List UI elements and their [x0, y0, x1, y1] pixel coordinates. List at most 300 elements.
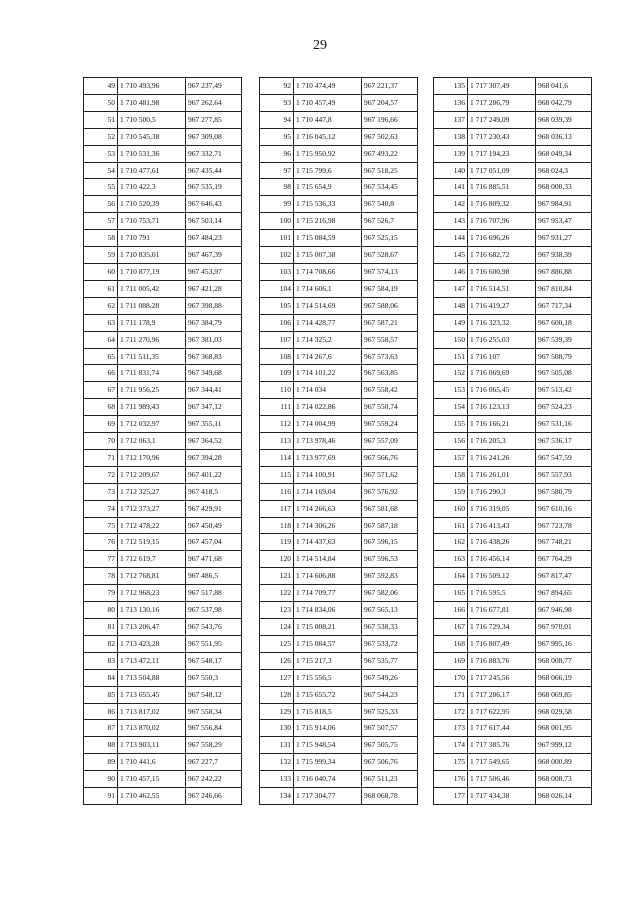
table-row	[84, 737, 242, 754]
x-coordinate-cell: 1 717 249,09	[468, 111, 536, 128]
point-number-cell: 171	[434, 686, 468, 703]
x-coordinate-cell: 1 710 545,38	[118, 128, 186, 145]
coordinates-table-1	[83, 77, 242, 805]
y-coordinate-cell: 967 544,23	[362, 686, 418, 703]
table-row	[260, 280, 418, 297]
y-coordinate-cell: 967 573,63	[362, 348, 418, 365]
table-row	[84, 720, 242, 737]
y-coordinate-cell: 967 748,21	[536, 534, 592, 551]
x-coordinate-cell: 1 717 304,77	[294, 788, 362, 805]
table-row	[84, 263, 242, 280]
y-coordinate-cell: 968 036,13	[536, 128, 592, 145]
x-coordinate-cell: 1 714 267,6	[294, 348, 362, 365]
table-row	[260, 788, 418, 805]
y-coordinate-cell: 967 539,39	[536, 331, 592, 348]
y-coordinate-cell: 967 587,21	[362, 314, 418, 331]
y-coordinate-cell: 967 563,85	[362, 365, 418, 382]
x-coordinate-cell: 1 717 307,49	[468, 78, 536, 95]
y-coordinate-cell: 968 069,85	[536, 686, 592, 703]
x-coordinate-cell: 1 710 531,36	[118, 145, 186, 162]
y-coordinate-cell: 967 894,65	[536, 585, 592, 602]
point-number-cell: 62	[84, 297, 118, 314]
table-row	[84, 551, 242, 568]
y-coordinate-cell: 967 946,98	[536, 602, 592, 619]
point-number-cell: 165	[434, 585, 468, 602]
table-row	[434, 128, 592, 145]
point-number-cell: 145	[434, 247, 468, 264]
point-number-cell: 50	[84, 94, 118, 111]
x-coordinate-cell: 1 710 481,98	[118, 94, 186, 111]
point-number-cell: 117	[260, 500, 294, 517]
x-coordinate-cell: 1 710 457,49	[294, 94, 362, 111]
table-row	[260, 365, 418, 382]
table-row	[260, 263, 418, 280]
y-coordinate-cell: 967 584,19	[362, 280, 418, 297]
table-row	[434, 720, 592, 737]
table-row	[260, 585, 418, 602]
y-coordinate-cell: 968 066,19	[536, 669, 592, 686]
table-row	[260, 551, 418, 568]
table-row	[260, 111, 418, 128]
x-coordinate-cell: 1 716 065,45	[468, 382, 536, 399]
point-number-cell: 177	[434, 788, 468, 805]
table-row	[84, 619, 242, 636]
table-row	[260, 466, 418, 483]
point-number-cell: 142	[434, 196, 468, 213]
table-row	[260, 517, 418, 534]
point-number-cell: 174	[434, 737, 468, 754]
point-number-cell: 125	[260, 635, 294, 652]
y-coordinate-cell: 967 525,33	[362, 703, 418, 720]
table-row	[434, 483, 592, 500]
x-coordinate-cell: 1 715 084,59	[294, 230, 362, 247]
y-coordinate-cell: 967 810,84	[536, 280, 592, 297]
y-coordinate-cell: 967 557,93	[536, 466, 592, 483]
table-row	[260, 145, 418, 162]
y-coordinate-cell: 967 548,17	[186, 652, 242, 669]
x-coordinate-cell: 1 716 040,74	[294, 771, 362, 788]
point-number-cell: 80	[84, 602, 118, 619]
table-row	[434, 686, 592, 703]
y-coordinate-cell: 967 457,04	[186, 534, 242, 551]
table-row	[260, 196, 418, 213]
table-row	[84, 297, 242, 314]
table-row	[434, 788, 592, 805]
point-number-cell: 87	[84, 720, 118, 737]
y-coordinate-cell: 967 526,7	[362, 213, 418, 230]
y-coordinate-cell: 967 435,44	[186, 162, 242, 179]
x-coordinate-cell: 1 717 230,43	[468, 128, 536, 145]
table-row	[434, 551, 592, 568]
point-number-cell: 60	[84, 263, 118, 280]
point-number-cell: 70	[84, 433, 118, 450]
table-row	[84, 280, 242, 297]
y-coordinate-cell: 967 558,42	[362, 382, 418, 399]
point-number-cell: 78	[84, 568, 118, 585]
x-coordinate-cell: 1 710 877,19	[118, 263, 186, 280]
y-coordinate-cell: 967 557,09	[362, 433, 418, 450]
point-number-cell: 176	[434, 771, 468, 788]
x-coordinate-cell: 1 712 768,81	[118, 568, 186, 585]
table-row	[84, 111, 242, 128]
table-row	[260, 669, 418, 686]
point-number-cell: 95	[260, 128, 294, 145]
table-row	[260, 128, 418, 145]
table-row	[260, 771, 418, 788]
point-number-cell: 137	[434, 111, 468, 128]
point-number-cell: 119	[260, 534, 294, 551]
y-coordinate-cell: 967 347,12	[186, 399, 242, 416]
point-number-cell: 65	[84, 348, 118, 365]
y-coordinate-cell: 967 394,28	[186, 449, 242, 466]
y-coordinate-cell: 967 596,15	[362, 534, 418, 551]
table-row	[84, 703, 242, 720]
table-row	[434, 619, 592, 636]
x-coordinate-cell: 1 715 084,57	[294, 635, 362, 652]
point-number-cell: 101	[260, 230, 294, 247]
table-row	[84, 196, 242, 213]
point-number-cell: 51	[84, 111, 118, 128]
y-coordinate-cell: 967 540,8	[362, 196, 418, 213]
point-number-cell: 82	[84, 635, 118, 652]
y-coordinate-cell: 967 764,29	[536, 551, 592, 568]
table-row	[84, 382, 242, 399]
y-coordinate-cell: 967 581,68	[362, 500, 418, 517]
y-coordinate-cell: 968 000,89	[536, 754, 592, 771]
x-coordinate-cell: 1 712 519,15	[118, 534, 186, 551]
coordinates-table-2	[259, 77, 418, 805]
table-row	[84, 771, 242, 788]
point-number-cell: 114	[260, 449, 294, 466]
point-number-cell: 132	[260, 754, 294, 771]
x-coordinate-cell: 1 716 069,69	[468, 365, 536, 382]
page-number: 29	[313, 38, 327, 53]
x-coordinate-cell: 1 715 818,5	[294, 703, 362, 720]
point-number-cell: 112	[260, 416, 294, 433]
point-number-cell: 75	[84, 517, 118, 534]
point-number-cell: 175	[434, 754, 468, 771]
table-row	[434, 517, 592, 534]
table-row	[434, 111, 592, 128]
table-row	[84, 517, 242, 534]
point-number-cell: 76	[84, 534, 118, 551]
y-coordinate-cell: 967 931,27	[536, 230, 592, 247]
point-number-cell: 89	[84, 754, 118, 771]
point-number-cell: 85	[84, 686, 118, 703]
table-row	[434, 754, 592, 771]
x-coordinate-cell: 1 715 536,33	[294, 196, 362, 213]
x-coordinate-cell: 1 714 100,91	[294, 466, 362, 483]
y-coordinate-cell: 968 024,3	[536, 162, 592, 179]
point-number-cell: 150	[434, 331, 468, 348]
table-row	[84, 635, 242, 652]
x-coordinate-cell: 1 715 655,72	[294, 686, 362, 703]
x-coordinate-cell: 1 716 438,26	[468, 534, 536, 551]
point-number-cell: 104	[260, 280, 294, 297]
y-coordinate-cell: 967 543,76	[186, 619, 242, 636]
table-row	[434, 602, 592, 619]
y-coordinate-cell: 967 384,79	[186, 314, 242, 331]
table-row	[434, 585, 592, 602]
point-number-cell: 59	[84, 247, 118, 264]
x-coordinate-cell: 1 715 999,34	[294, 754, 362, 771]
x-coordinate-cell: 1 716 045,12	[294, 128, 362, 145]
point-number-cell: 86	[84, 703, 118, 720]
point-number-cell: 158	[434, 466, 468, 483]
y-coordinate-cell: 967 309,08	[186, 128, 242, 145]
table-row	[434, 500, 592, 517]
point-number-cell: 64	[84, 331, 118, 348]
y-coordinate-cell: 967 610,16	[536, 500, 592, 517]
point-number-cell: 71	[84, 449, 118, 466]
x-coordinate-cell: 1 717 506,46	[468, 771, 536, 788]
table-row	[260, 179, 418, 196]
point-number-cell: 157	[434, 449, 468, 466]
y-coordinate-cell: 968 068,78	[362, 788, 418, 805]
y-coordinate-cell: 968 008,73	[536, 771, 592, 788]
x-coordinate-cell: 1 715 007,38	[294, 247, 362, 264]
point-number-cell: 138	[434, 128, 468, 145]
table-row	[84, 788, 242, 805]
table-row	[84, 433, 242, 450]
x-coordinate-cell: 1 710 753,71	[118, 213, 186, 230]
y-coordinate-cell: 967 886,88	[536, 263, 592, 280]
point-number-cell: 102	[260, 247, 294, 264]
table-row	[434, 652, 592, 669]
point-number-cell: 122	[260, 585, 294, 602]
table-row	[84, 754, 242, 771]
y-coordinate-cell: 967 600,18	[536, 314, 592, 331]
x-coordinate-cell: 1 717 549,65	[468, 754, 536, 771]
point-number-cell: 167	[434, 619, 468, 636]
table-row	[434, 213, 592, 230]
y-coordinate-cell: 968 049,34	[536, 145, 592, 162]
x-coordinate-cell: 1 714 325,2	[294, 331, 362, 348]
x-coordinate-cell: 1 714 022,86	[294, 399, 362, 416]
point-number-cell: 56	[84, 196, 118, 213]
point-number-cell: 81	[84, 619, 118, 636]
table-row	[260, 449, 418, 466]
y-coordinate-cell: 967 536,17	[536, 433, 592, 450]
x-coordinate-cell: 1 710 441,6	[118, 754, 186, 771]
x-coordinate-cell: 1 713 130,16	[118, 602, 186, 619]
y-coordinate-cell: 967 525,15	[362, 230, 418, 247]
x-coordinate-cell: 1 716 682,72	[468, 247, 536, 264]
y-coordinate-cell: 967 646,43	[186, 196, 242, 213]
y-coordinate-cell: 967 995,16	[536, 635, 592, 652]
table-row	[434, 737, 592, 754]
table-row	[84, 399, 242, 416]
point-number-cell: 91	[84, 788, 118, 805]
x-coordinate-cell: 1 714 606,1	[294, 280, 362, 297]
y-coordinate-cell: 968 039,39	[536, 111, 592, 128]
x-coordinate-cell: 1 717 385,76	[468, 737, 536, 754]
x-coordinate-cell: 1 715 216,98	[294, 213, 362, 230]
y-coordinate-cell: 967 517,88	[186, 585, 242, 602]
y-coordinate-cell: 967 277,85	[186, 111, 242, 128]
table-row	[434, 263, 592, 280]
x-coordinate-cell: 1 714 428,77	[294, 314, 362, 331]
point-number-cell: 136	[434, 94, 468, 111]
table-row	[434, 433, 592, 450]
x-coordinate-cell: 1 716 595,5	[468, 585, 536, 602]
point-number-cell: 55	[84, 179, 118, 196]
table-row	[434, 365, 592, 382]
x-coordinate-cell: 1 716 514,51	[468, 280, 536, 297]
y-coordinate-cell: 967 576,92	[362, 483, 418, 500]
point-number-cell: 169	[434, 652, 468, 669]
x-coordinate-cell: 1 713 655,45	[118, 686, 186, 703]
table-row	[84, 348, 242, 365]
y-coordinate-cell: 967 221,37	[362, 78, 418, 95]
point-number-cell: 148	[434, 297, 468, 314]
table-row	[434, 449, 592, 466]
x-coordinate-cell: 1 713 504,88	[118, 669, 186, 686]
point-number-cell: 162	[434, 534, 468, 551]
table-row	[84, 669, 242, 686]
table-row	[260, 652, 418, 669]
table-row	[84, 483, 242, 500]
x-coordinate-cell: 1 712 478,22	[118, 517, 186, 534]
x-coordinate-cell: 1 711 956,25	[118, 382, 186, 399]
point-number-cell: 163	[434, 551, 468, 568]
x-coordinate-cell: 1 717 622,95	[468, 703, 536, 720]
y-coordinate-cell: 967 418,5	[186, 483, 242, 500]
x-coordinate-cell: 1 713 903,11	[118, 737, 186, 754]
y-coordinate-cell: 967 237,49	[186, 78, 242, 95]
x-coordinate-cell: 1 717 051,09	[468, 162, 536, 179]
table-row	[84, 466, 242, 483]
point-number-cell: 170	[434, 669, 468, 686]
y-coordinate-cell: 967 984,91	[536, 196, 592, 213]
y-coordinate-cell: 967 547,59	[536, 449, 592, 466]
y-coordinate-cell: 968 042,79	[536, 94, 592, 111]
table-row	[260, 433, 418, 450]
x-coordinate-cell: 1 717 286,17	[468, 686, 536, 703]
y-coordinate-cell: 967 429,91	[186, 500, 242, 517]
x-coordinate-cell: 1 714 437,63	[294, 534, 362, 551]
x-coordinate-cell: 1 716 883,76	[468, 652, 536, 669]
x-coordinate-cell: 1 710 422,3	[118, 179, 186, 196]
table-row	[260, 399, 418, 416]
point-number-cell: 141	[434, 179, 468, 196]
y-coordinate-cell: 967 246,66	[186, 788, 242, 805]
table-row	[260, 247, 418, 264]
table-row	[84, 652, 242, 669]
y-coordinate-cell: 968 001,95	[536, 720, 592, 737]
table-row	[434, 78, 592, 95]
table-row	[434, 382, 592, 399]
x-coordinate-cell: 1 716 600,98	[468, 263, 536, 280]
y-coordinate-cell: 967 551,95	[186, 635, 242, 652]
point-number-cell: 126	[260, 652, 294, 669]
table-row	[260, 602, 418, 619]
x-coordinate-cell: 1 717 286,79	[468, 94, 536, 111]
x-coordinate-cell: 1 713 870,02	[118, 720, 186, 737]
y-coordinate-cell: 967 421,28	[186, 280, 242, 297]
x-coordinate-cell: 1 716 809,32	[468, 196, 536, 213]
y-coordinate-cell: 967 508,79	[536, 348, 592, 365]
table-row	[260, 737, 418, 754]
x-coordinate-cell: 1 716 885,51	[468, 179, 536, 196]
y-coordinate-cell: 967 471,68	[186, 551, 242, 568]
y-coordinate-cell: 967 511,23	[362, 771, 418, 788]
y-coordinate-cell: 967 550,74	[362, 399, 418, 416]
point-number-cell: 94	[260, 111, 294, 128]
y-coordinate-cell: 967 559,24	[362, 416, 418, 433]
y-coordinate-cell: 967 332,71	[186, 145, 242, 162]
point-number-cell: 127	[260, 669, 294, 686]
table-row	[84, 365, 242, 382]
x-coordinate-cell: 1 715 950,92	[294, 145, 362, 162]
x-coordinate-cell: 1 712 619,7	[118, 551, 186, 568]
x-coordinate-cell: 1 713 978,46	[294, 433, 362, 450]
x-coordinate-cell: 1 717 434,38	[468, 788, 536, 805]
point-number-cell: 63	[84, 314, 118, 331]
x-coordinate-cell: 1 716 241,26	[468, 449, 536, 466]
table-row	[260, 720, 418, 737]
point-number-cell: 52	[84, 128, 118, 145]
y-coordinate-cell: 967 588,06	[362, 297, 418, 314]
x-coordinate-cell: 1 713 977,69	[294, 449, 362, 466]
point-number-cell: 118	[260, 517, 294, 534]
x-coordinate-cell: 1 711 005,42	[118, 280, 186, 297]
table-row	[260, 500, 418, 517]
point-number-cell: 109	[260, 365, 294, 382]
y-coordinate-cell: 967 344,41	[186, 382, 242, 399]
point-number-cell: 111	[260, 399, 294, 416]
x-coordinate-cell: 1 716 107	[468, 348, 536, 365]
table-row	[260, 635, 418, 652]
y-coordinate-cell: 967 450,49	[186, 517, 242, 534]
table-row	[434, 635, 592, 652]
y-coordinate-cell: 967 518,25	[362, 162, 418, 179]
point-number-cell: 61	[84, 280, 118, 297]
x-coordinate-cell: 1 711 511,35	[118, 348, 186, 365]
y-coordinate-cell: 967 717,34	[536, 297, 592, 314]
point-number-cell: 144	[434, 230, 468, 247]
point-number-cell: 105	[260, 297, 294, 314]
y-coordinate-cell: 967 507,57	[362, 720, 418, 737]
point-number-cell: 54	[84, 162, 118, 179]
table-row	[84, 314, 242, 331]
table-row	[260, 754, 418, 771]
point-number-cell: 88	[84, 737, 118, 754]
y-coordinate-cell: 967 493,22	[362, 145, 418, 162]
point-number-cell: 98	[260, 179, 294, 196]
y-coordinate-cell: 967 503,14	[186, 213, 242, 230]
point-number-cell: 73	[84, 483, 118, 500]
y-coordinate-cell: 968 029,58	[536, 703, 592, 720]
point-number-cell: 83	[84, 652, 118, 669]
point-number-cell: 74	[84, 500, 118, 517]
table-row	[434, 534, 592, 551]
x-coordinate-cell: 1 713 423,28	[118, 635, 186, 652]
point-number-cell: 161	[434, 517, 468, 534]
table-row	[434, 297, 592, 314]
point-number-cell: 113	[260, 433, 294, 450]
table-row	[260, 348, 418, 365]
point-number-cell: 151	[434, 348, 468, 365]
point-number-cell: 173	[434, 720, 468, 737]
x-coordinate-cell: 1 717 245,56	[468, 669, 536, 686]
y-coordinate-cell: 967 550,3	[186, 669, 242, 686]
x-coordinate-cell: 1 714 266,63	[294, 500, 362, 517]
table-row	[260, 382, 418, 399]
x-coordinate-cell: 1 716 323,32	[468, 314, 536, 331]
x-coordinate-cell: 1 715 654,9	[294, 179, 362, 196]
table-row	[434, 94, 592, 111]
